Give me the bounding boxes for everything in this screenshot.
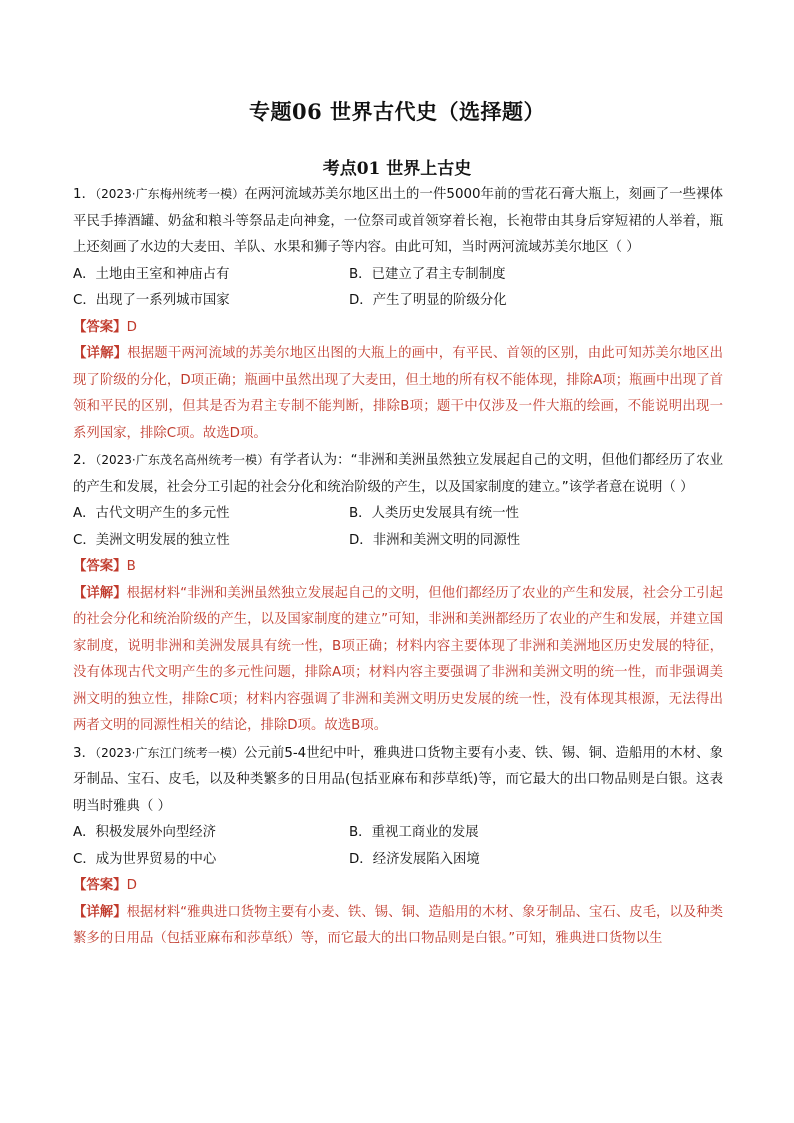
answer-value: B [126, 559, 136, 574]
question-stem [73, 181, 723, 262]
answer-value: D [126, 319, 137, 335]
answer-line [73, 554, 723, 581]
explanation-text: 根据材料“雅典进口货物主要有小麦、铁、锡、铜、造船用的木材、象牙制品、宝石、皮毛，以及种类繁多的日用品（包括亚麻布和莎草纸）等，而它最大的出口物品则是白银。”可知，雅典进口货物以生 [73, 904, 724, 946]
explanation-label: 【详解】 [73, 346, 128, 361]
explanation [73, 581, 723, 740]
answer-label: 【答案】 [73, 319, 127, 335]
option-d: D．经济发展陷入困境 [349, 851, 480, 867]
option-b: B．已建立了君主专制制度 [349, 266, 506, 282]
question-list [73, 181, 723, 953]
document-title: 专题06 世界古代史（选择题） [248, 99, 546, 124]
question-text: 公元前5-4世纪中叶，雅典进口货物主要有小麦、铁、锡、铜、造船用的木材、象牙制品、宝石、皮毛，以及种类繁多的日用品(包括亚麻布和莎草纸)等，而它最大的出口物品则是白银。这表明当时雅典（ ） [73, 745, 724, 814]
option-a: A．古代文明产生的多元性 [73, 506, 230, 521]
question-source: （2023·广东江门统考一模） [95, 745, 244, 760]
option-d: D．产生了明显的阶级分化 [349, 293, 507, 308]
explanation-label: 【详解】 [73, 904, 127, 920]
option-a: A．积极发展外向型经济 [73, 825, 217, 840]
option-list [73, 501, 723, 554]
question-number: 2． [73, 453, 96, 468]
option-c: C．成为世界贸易的中心 [73, 851, 217, 867]
option-c: C．美洲文明发展的独立性 [73, 532, 230, 548]
option-a: A．土地由王室和神庙占有 [73, 266, 230, 282]
explanation [73, 341, 723, 447]
option-b: B．重视工商业的发展 [349, 825, 479, 840]
question-2 [73, 447, 723, 740]
question-stem [73, 740, 723, 821]
explanation-label: 【详解】 [73, 585, 127, 601]
question-text: 在两河流域苏美尔地区出土的一件5000年前的雪花石膏大瓶上，刻画了一些裸体平民手捧酒罐、奶盆和粮斗等祭品走向神龛，一位祭司或首领穿着长袍，长袍带由其身后穿短裙的人举着，瓶上还刻画了水边的大麦田、羊队、水果和狮子等内容。由此可知，当时两河流域苏美尔地区（ ） [73, 187, 724, 255]
option-b: B．人类历史发展具有统一性 [349, 506, 519, 521]
question-1 [73, 181, 723, 447]
option-c: C．出现了一系列城市国家 [73, 293, 230, 308]
option-d: D．非洲和美洲文明的同源性 [349, 532, 520, 548]
explanation-text: 根据题干两河流域的苏美尔地区出图的大瓶上的画中，有平民、首领的区别，由此可知苏美尔地区出现了阶级的分化，D项正确；瓶画中虽然出现了大麦田，但土地的所有权不能体现，排除A项；瓶画中出现了首领和平民的区别，但其是否为君主专制不能判断，排除B项；题干中仅涉及一件大瓶的绘画，不能说明出现一系列国家，排除C项。故选D项。 [73, 346, 724, 441]
section-title: 考点01 世界上古史 [322, 159, 472, 179]
question-3 [73, 740, 723, 953]
answer-line [73, 873, 723, 900]
question-number: 1． [73, 187, 96, 202]
explanation-text: 根据材料“非洲和美洲虽然独立发展起自己的文明，但他们都经历了农业的产生和发展，社会分工引起的社会分化和统治阶级的产生，以及国家制度的建立”可知，非洲和美洲都经历了农业的产生和发展，并建立国家制度，说明非洲和美洲发展具有统一性，B项正确；材料内容主要体现了非洲和美洲地区历史发展的特征，没有体现古代文明产生的多元性问题，排除A项；材料内容主要强调了非洲和美洲文明的统一性，而非强调美洲文明的独立性，排除C项；材料内容强调了非洲和美洲文明历史发展的统一性，没有体现其根源，无法得出两者文明的同源性相关的结论，排除D项。故选B项。 [73, 585, 724, 733]
question-text: 有学者认为：“非洲和美洲虽然独立发展起自己的文明，但他们都经历了农业的产生和发展，社会分工引起的社会分化和统治阶级的产生，以及国家制度的建立。”该学者意在说明（ ） [73, 453, 724, 495]
answer-label: 【答案】 [73, 559, 127, 574]
question-stem [73, 447, 723, 501]
answer-label: 【答案】 [73, 878, 127, 893]
question-source: （2023·广东茂名高州统考一模） [95, 453, 270, 467]
option-list [73, 820, 723, 873]
option-list [73, 262, 723, 315]
explanation [73, 900, 723, 953]
question-source: （2023·广东梅州统考一模） [95, 187, 245, 201]
question-number: 3． [73, 745, 96, 761]
answer-value: D [126, 878, 137, 893]
answer-line [73, 315, 723, 342]
